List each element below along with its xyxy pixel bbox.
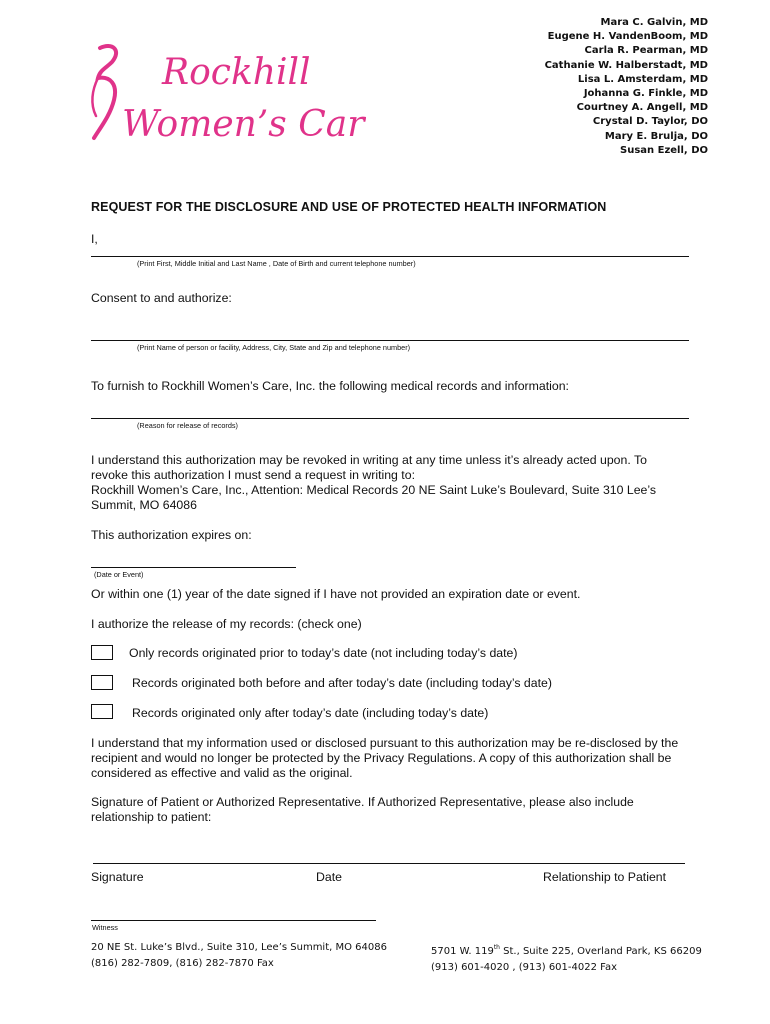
- signature-label: Signature: [91, 870, 144, 884]
- physician-name: Eugene H. VandenBoom, MD: [547, 31, 708, 43]
- footer-left-office: [91, 940, 387, 972]
- expires-label: This authorization expires on:: [91, 528, 252, 542]
- physician-name: Mara C. Galvin, MD: [600, 17, 708, 28]
- footer-left-address: 20 NE St. Luke’s Blvd., Suite 310, Lee’s Summit, MO 64086: [91, 942, 387, 953]
- footer-right-address-post: St., Suite 225, Overland Park, KS 66209: [499, 946, 702, 957]
- i-label: I,: [91, 232, 98, 246]
- facility-hint: (Print Name of person or facility, Address, City, State and Zip and telephone number): [137, 343, 411, 352]
- physician-name: Carla R. Pearman, MD: [584, 45, 708, 57]
- physician-name: Courtney A. Angell, MD: [576, 102, 708, 114]
- revoke-address: Rockhill Women’s Care, Inc., Attention: Medical Records 20 NE Saint Luke’s Boulevard, Suite 310 Lee’s Summit, MO 64086: [91, 483, 657, 512]
- expiration-line[interactable]: [91, 567, 296, 568]
- physician-list: [545, 16, 708, 158]
- physician-name: Crystal D. Taylor, DO: [592, 116, 708, 128]
- facility-line[interactable]: [91, 340, 689, 341]
- option-after-label: Records originated only after today’s date (including today’s date): [132, 706, 489, 720]
- consent-label: Consent to and authorize:: [91, 291, 232, 305]
- reason-hint: (Reason for release of records): [137, 421, 238, 430]
- date-label: Date: [316, 870, 342, 884]
- physician-name: Johanna G. Finkle, MD: [583, 88, 708, 100]
- witness-line[interactable]: [91, 920, 376, 921]
- footer-right-phone: (913) 601-4020 , (913) 601-4022 Fax: [431, 962, 618, 973]
- signature-line[interactable]: [93, 863, 685, 864]
- furnish-label: To furnish to Rockhill Women’s Care, Inc. the following medical records and information:: [91, 379, 569, 393]
- patient-hint: (Print First, Middle Initial and Last Name , Date of Birth and current telephone number): [137, 259, 416, 268]
- footer-right-address-pre: 5701 W. 119: [431, 946, 494, 957]
- logo-line2: Women’s Care: [122, 104, 366, 145]
- witness-label: Witness: [92, 923, 118, 932]
- expires-hint: (Date or Event): [94, 570, 144, 579]
- option-both-label: Records originated both before and after today’s date (including today’s date): [132, 676, 552, 690]
- rockhill-logo: [86, 38, 366, 155]
- physician-name: Cathanie W. Halberstadt, MD: [544, 59, 708, 71]
- logo-mark-icon: [86, 38, 366, 150]
- option-prior-checkbox[interactable]: [91, 645, 113, 660]
- logo-line1: Rockhill: [162, 52, 311, 93]
- physician-name: Susan Ezell, DO: [620, 144, 708, 156]
- physician-name: Lisa L. Amsterdam, MD: [577, 73, 708, 85]
- reason-line[interactable]: [91, 418, 689, 419]
- option-both-checkbox[interactable]: [91, 675, 113, 690]
- signature-intro: Signature of Patient or Authorized Representative. If Authorized Representative, please also include relationship to patient:: [91, 795, 634, 824]
- footer-right-address: [431, 940, 702, 960]
- option-prior-label: Only records originated prior to today’s date (not including today’s date): [129, 646, 518, 660]
- revoke-paragraph: [91, 453, 681, 513]
- option-after-checkbox[interactable]: [91, 704, 113, 719]
- within-text: Or within one (1) year of the date signed if I have not provided an expiration date or event.: [91, 587, 581, 601]
- form-title: REQUEST FOR THE DISCLOSURE AND USE OF PROTECTED HEALTH INFORMATION: [91, 200, 607, 214]
- physician-name: Mary E. Brulja, DO: [604, 130, 708, 142]
- footer-right-address-sup: th: [493, 944, 500, 951]
- footer-left-phone: (816) 282-7809, (816) 282-7870 Fax: [91, 958, 274, 969]
- patient-name-line[interactable]: [91, 256, 689, 257]
- authorize-label: I authorize the release of my records: (check one): [91, 617, 362, 631]
- relationship-label: Relationship to Patient: [543, 870, 667, 884]
- redisclose-paragraph: I understand that my information used or disclosed pursuant to this authorization may be re-disclosed by the recipient and would no longer be protected by the Privacy Regulations. A copy of this authorization shall be considered as effective and valid as the original.: [91, 736, 679, 780]
- revoke-text: I understand this authorization may be revoked in writing at any time unless it’s already acted upon. To revoke this authorization I must send a request in writing to:: [91, 453, 647, 482]
- footer-right-office: [431, 940, 702, 976]
